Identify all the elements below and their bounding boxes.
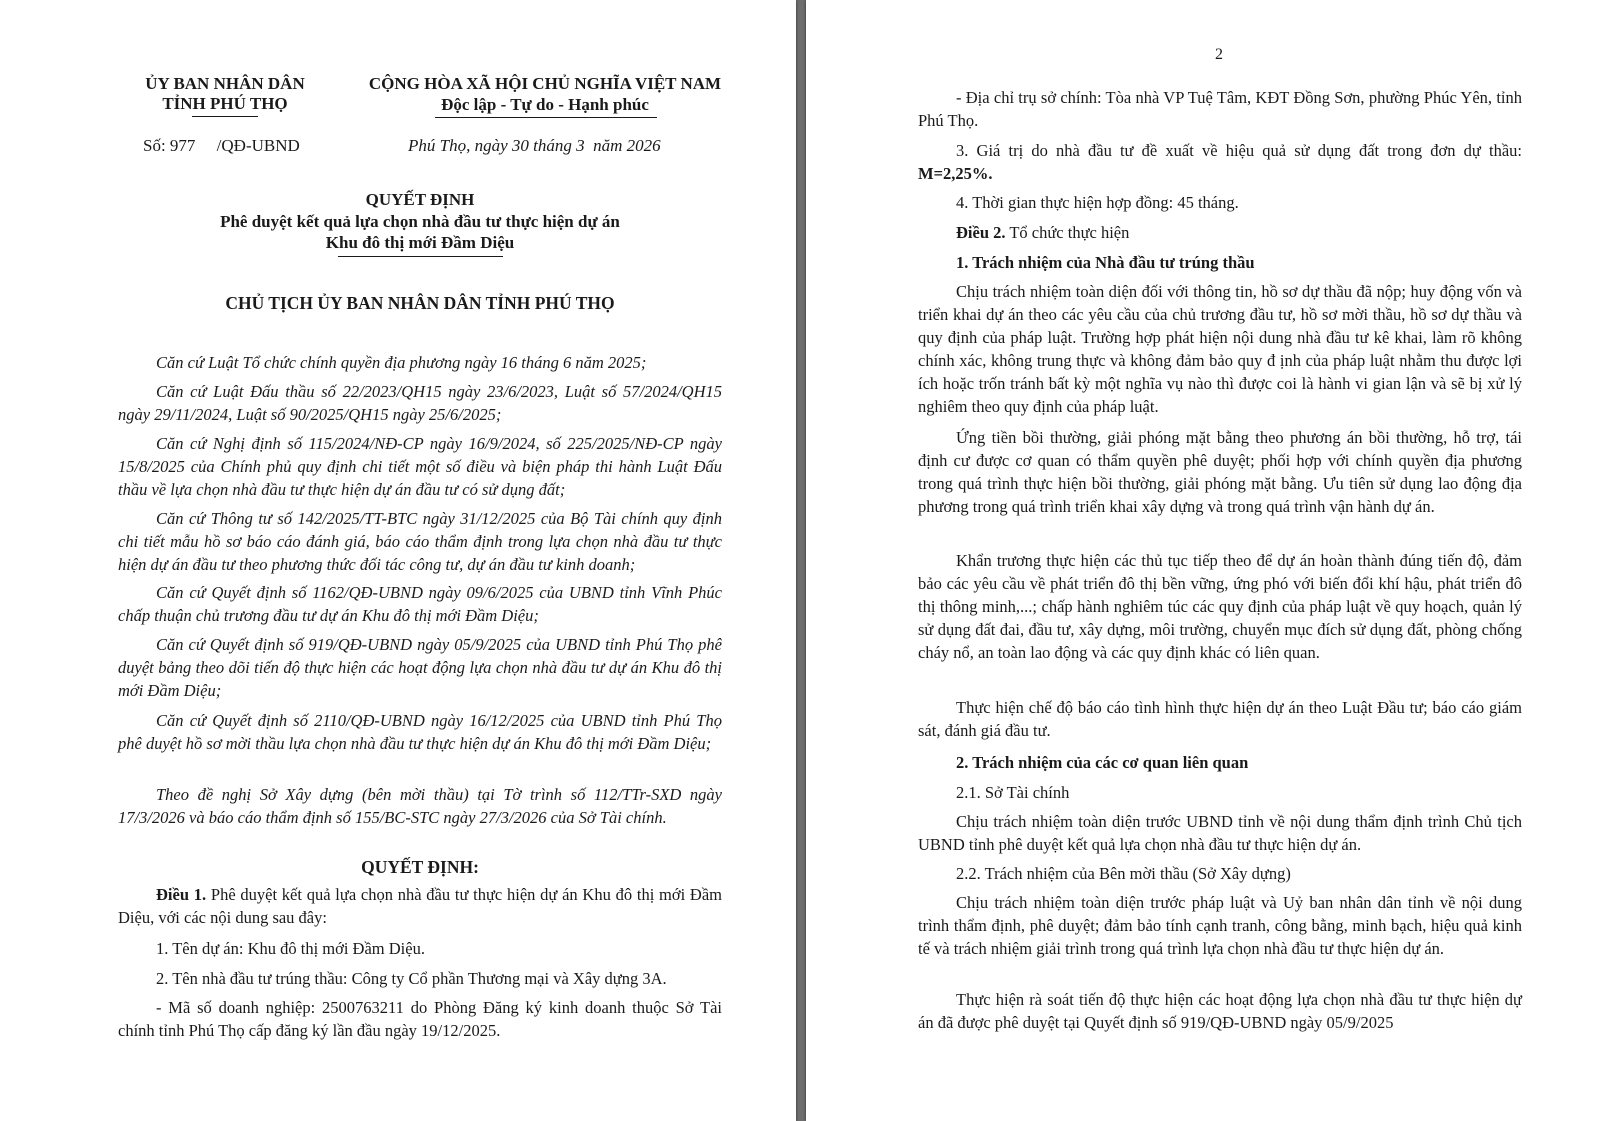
section-1-title: 1. Trách nhiệm của Nhà đầu tư trúng thầu <box>956 253 1255 272</box>
enterprise-code: - Mã số doanh nghiệp: 2500763211 do Phòng Đăng ký kinh doanh thuộc Sở Tài chính tỉnh Phú Thọ cấp đăng ký lần đầu ngày 19/12/2025. <box>118 998 722 1040</box>
section-2-1-text: Chịu trách nhiệm toàn diện trước UBND tỉnh về nội dung thẩm định trình Chủ tịch UBND tỉnh phê duyệt kết quả lựa chọn nhà đầu tư thực hiện dự án. <box>918 812 1522 854</box>
document-subtitle-line2: Khu đô thị mới Đầm Diệu <box>325 233 515 252</box>
document-page-1 <box>0 0 796 1121</box>
legal-basis-1: Căn cứ Luật Tổ chức chính quyền địa phương ngày 16 tháng 6 năm 2025; <box>156 353 647 372</box>
article-1-item-3 <box>918 139 1522 185</box>
article-1-text: Phê duyệt kết quả lựa chọn nhà đầu tư thực hiện dự án Khu đô thị mới Đầm Diệu, với các nội dung sau đây: <box>118 885 722 927</box>
agency-name-line1: ỦY BAN NHÂN DÂN <box>145 74 305 93</box>
article-2-label: Điều 2. <box>956 223 1006 242</box>
place-date: Phú Thọ, ngày 30 tháng 3 năm 2026 <box>408 136 661 155</box>
document-subtitle-line1: Phê duyệt kết quả lựa chọn nhà đầu tư thực hiện dự án <box>220 212 620 231</box>
article-1 <box>118 883 722 929</box>
article-1-item-1: 1. Tên dự án: Khu đô thị mới Đầm Diệu. <box>156 939 425 958</box>
article-1-label: Điều 1. <box>156 885 207 904</box>
item-3-text: 3. Giá trị do nhà đầu tư đề xuất về hiệu quả sử dụng đất trong đơn dự thầu: <box>956 141 1522 160</box>
section-2-1-title: 2.1. Sở Tài chính <box>956 783 1070 802</box>
article-2-text: Tổ chức thực hiện <box>1005 223 1130 242</box>
legal-basis-2: Căn cứ Luật Đấu thầu số 22/2023/QH15 ngày 23/6/2023, Luật số 57/2024/QH15 ngày 29/11/2024, Luật số 90/2025/QH15 ngày 25/6/2025; <box>118 382 722 424</box>
agency-name-line2: TỈNH PHÚ THỌ <box>162 94 288 113</box>
nation-motto: Độc lập - Tự do - Hạnh phúc <box>441 95 649 114</box>
section-1-para-4: Thực hiện chế độ báo cáo tình hình thực hiện dự án theo Luật Đầu tư; báo cáo giám sát, đánh giá đầu tư. <box>918 698 1522 740</box>
section-2-title: 2. Trách nhiệm của các cơ quan liên quan <box>956 753 1249 772</box>
decision-heading: QUYẾT ĐỊNH: <box>361 857 479 877</box>
legal-basis-4: Căn cứ Thông tư số 142/2025/TT-BTC ngày 31/12/2025 của Bộ Tài chính quy định chi tiết mẫu hồ sơ báo cáo đánh giá, báo cáo thẩm định trong lựa chọn nhà đầu tư thực hiện dự án đầu tư theo phương thức đối tác công tư, dự án đầu tư kinh doanh; <box>118 509 722 574</box>
section-1-para-1: Chịu trách nhiệm toàn diện đối với thông tin, hồ sơ dự thầu đã nộp; huy động vốn và triển khai dự án theo các yêu cầu của chủ trương đầu tư, hồ sơ mời thầu, hồ sơ dự thầu và quy định của pháp luật. Trường hợp phát hiện nội dung nhà đầu tư kê khai, làm rõ không chính xác, không trung thực và không đảm bảo quy đ ịnh của pháp luật nhằm thu được lợi ích hoặc trốn tránh bất kỳ một nghĩa vụ nào thì được coi là hành vi gian lận và sẽ bị xử lý nghiêm theo quy định của pháp luật. <box>918 282 1522 416</box>
item-3-value: M=2,25%. <box>918 164 993 183</box>
section-1-para-3: Khẩn trương thực hiện các thủ tục tiếp theo để dự án hoàn thành đúng tiến độ, đảm bảo các yêu cầu về phát triển đô thị bền vững, ứng phó với biến đổi khí hậu, phát triển đô thị thông minh,...; chấp hành nghiêm túc các quy định của pháp luật về quy hoạch, quản lý sử dụng đất đai, đầu tư, xây dựng, môi trường, chuyển mục đích sử dụng đất, phòng chống cháy nổ, an toàn lao động và các quy định khác có liên quan. <box>918 551 1522 662</box>
nation-name: CỘNG HÒA XÃ HỘI CHỦ NGHĨA VIỆT NAM <box>368 74 722 93</box>
agency-underline <box>192 116 258 117</box>
document-number: Số: 977 /QĐ-UBND <box>143 136 300 155</box>
legal-basis-3: Căn cứ Nghị định số 115/2024/NĐ-CP ngày 16/9/2024, số 225/2025/NĐ-CP ngày 15/8/2025 của Chính phủ quy định chi tiết một số điều và biện pháp thi hành Luật Đấu thầu về lựa chọn nhà đầu tư thực hiện dự án đầu tư có sử dụng đất; <box>118 434 722 499</box>
section-2-2-text-2: Thực hiện rà soát tiến độ thực hiện các hoạt động lựa chọn nhà đầu tư thực hiện dự án đã được phê duyệt tại Quyết định số 919/QĐ-UBND ngày 05/9/2025 <box>918 990 1522 1032</box>
legal-basis-7: Căn cứ Quyết định số 2110/QĐ-UBND ngày 16/12/2025 của UBND tỉnh Phú Thọ phê duyệt hồ sơ mời thầu lựa chọn nhà đầu tư thực hiện dự án Khu đô thị mới Đầm Diệu; <box>118 711 722 753</box>
article-1-item-4: 4. Thời gian thực hiện hợp đồng: 45 tháng. <box>956 193 1239 212</box>
legal-basis-6: Căn cứ Quyết định số 919/QĐ-UBND ngày 05/9/2025 của UBND tỉnh Phú Thọ phê duyệt bảng theo dõi tiến độ thực hiện các hoạt động lựa chọn nhà đầu tư dự án Khu đô thị mới Đầm Diệu; <box>118 635 722 700</box>
motto-underline <box>435 117 657 118</box>
document-page-2 <box>806 0 1600 1121</box>
page-number: 2 <box>1215 46 1223 63</box>
document-title: QUYẾT ĐỊNH <box>365 190 475 209</box>
legal-basis-5: Căn cứ Quyết định số 1162/QĐ-UBND ngày 09/6/2025 của UBND tỉnh Vĩnh Phúc chấp thuận chủ trương đầu tư dự án Khu đô thị mới Đầm Diệu; <box>118 583 722 625</box>
issuing-authority: CHỦ TỊCH ỦY BAN NHÂN DÂN TỈNH PHÚ THỌ <box>225 293 615 313</box>
investor-address: - Địa chỉ trụ sở chính: Tòa nhà VP Tuệ Tâm, KĐT Đồng Sơn, phường Phúc Yên, tỉnh Phú Thọ. <box>918 88 1522 130</box>
legal-basis-8: Theo đề nghị Sở Xây dựng (bên mời thầu) tại Tờ trình số 112/TTr-SXD ngày 17/3/2026 và báo cáo thẩm định số 155/BC-STC ngày 27/3/2026 của Sở Tài chính. <box>118 785 722 827</box>
section-1-para-2: Ứng tiền bồi thường, giải phóng mặt bằng theo phương án bồi thường, hỗ trợ, tái định cư được cơ quan có thẩm quyền phê duyệt; phối hợp với chính quyền địa phương trong quá trình thực hiện bồi thường, giải phóng mặt bằng. Ưu tiên sử dụng lao động địa phương trong quá trình triển khai xây dựng và trong quá trình vận hành dự án. <box>918 428 1522 516</box>
section-2-2-title: 2.2. Trách nhiệm của Bên mời thầu (Sở Xây dựng) <box>956 864 1291 883</box>
article-1-item-2: 2. Tên nhà đầu tư trúng thầu: Công ty Cổ phần Thương mại và Xây dựng 3A. <box>156 969 667 988</box>
section-2-2-text: Chịu trách nhiệm toàn diện trước pháp luật và Uỷ ban nhân dân tỉnh về nội dung trình thẩm định, phê duyệt; đảm bảo tính cạnh tranh, công bằng, minh bạch, hiệu quả kinh tế và trách nhiệm giải trình trong quá trình lựa chọn nhà đầu tư thực hiện dự án. <box>918 893 1522 958</box>
article-2 <box>956 221 1129 244</box>
title-underline <box>338 256 503 257</box>
